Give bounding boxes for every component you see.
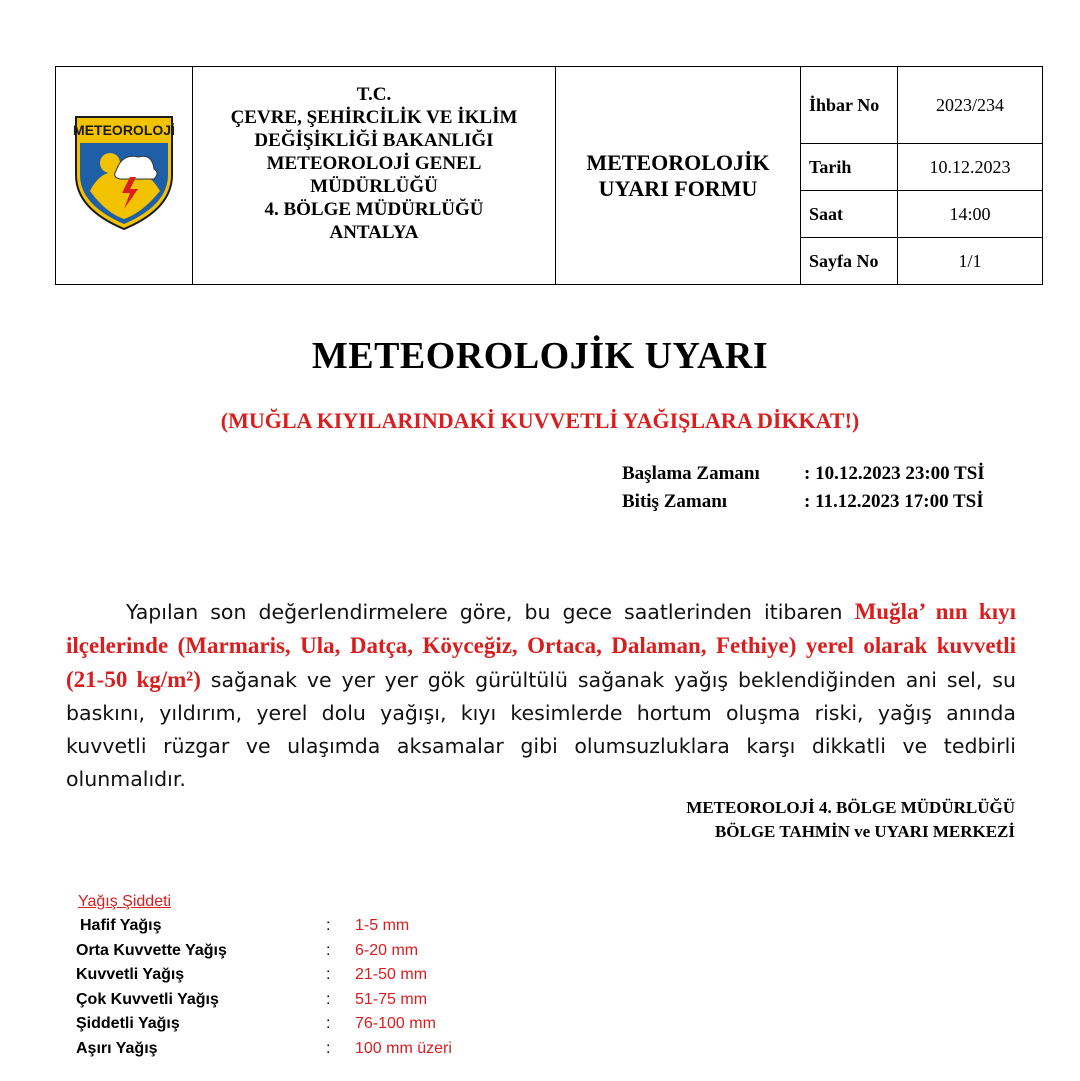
scale-value: 6-20 mm (355, 941, 419, 959)
field-value-saat: 14:00 (898, 191, 1043, 238)
scale-row (76, 1012, 452, 1037)
scale-name: Orta Kuvvette Yağış (76, 941, 227, 959)
scale-value: 21-50 mm (355, 966, 428, 984)
scale-row (76, 1037, 452, 1062)
scale-value: 1-5 mm (355, 917, 410, 935)
scale-name: Aşırı Yağış (76, 1039, 158, 1057)
signature-block (560, 796, 1015, 844)
scale-colon: : (326, 966, 331, 984)
scale-row (76, 988, 452, 1013)
header-table (55, 66, 1043, 285)
scale-row (76, 963, 452, 988)
precipitation-scale (76, 890, 452, 1061)
scale-colon: : (326, 917, 331, 935)
page-title: METEOROLOJİK UYARI (311, 335, 769, 377)
org-line: METEOROLOJİ GENEL (266, 153, 482, 174)
scale-row (76, 914, 452, 939)
warning-subtitle: (MUĞLA KIYILARINDAKİ KUVVETLİ YAĞIŞLARA DİKKAT!) (220, 408, 860, 433)
end-time-value: : 11.12.2023 17:00 TSİ (804, 491, 984, 512)
scale-value: 51-75 mm (355, 990, 428, 1008)
field-label-ihbar-no: İhbar No (801, 67, 898, 144)
form-title-line: METEOROLOJİK (586, 149, 770, 175)
form-title (556, 67, 801, 285)
org-line: ÇEVRE, ŞEHİRCİLİK VE İKLİM (230, 107, 518, 128)
field-value-ihbar-no: 2023/234 (898, 67, 1043, 144)
org-line: ANTALYA (329, 222, 419, 243)
field-label-sayfa-no: Sayfa No (801, 238, 898, 285)
body-rest: sağanak ve yer yer gök gürültülü sağanak yağış beklendiğinden ani sel, su baskını, yıldırım, yerel dolu yağışı, kıyı kesimlerde hortum oluşma riski, yağış anında kuvvetli rüzgar ve ulaşımda aksamalar gibi olumsuzluklara karşı dikkatli ve tedbirli olunmalıdır. (66, 667, 1016, 791)
field-value-tarih: 10.12.2023 (898, 144, 1043, 191)
scale-row (76, 939, 452, 964)
signature-line: METEOROLOJİ 4. BÖLGE MÜDÜRLÜĞÜ (686, 798, 1015, 817)
start-time-row (622, 460, 985, 488)
scale-colon: : (326, 1039, 331, 1057)
signature-line: BÖLGE TAHMİN ve UYARI MERKEZİ (714, 822, 1015, 841)
scale-colon: : (326, 941, 331, 959)
logo-cell (56, 67, 193, 285)
scale-title: Yağış Şiddeti (78, 893, 172, 910)
scale-value: 100 mm üzeri (355, 1039, 452, 1057)
scale-name: Çok Kuvvetli Yağış (76, 990, 219, 1008)
time-block (622, 460, 985, 516)
scale-colon: : (326, 1015, 331, 1033)
form-title-line: UYARI FORMU (598, 175, 758, 201)
scale-name: Hafif Yağış (80, 917, 162, 935)
org-line: 4. BÖLGE MÜDÜRLÜĞÜ (264, 199, 484, 220)
scale-name: Şiddetli Yağış (76, 1015, 180, 1033)
scale-value: 76-100 mm (355, 1015, 436, 1033)
start-time-label: Başlama Zamanı (622, 463, 760, 484)
scale-colon: : (326, 990, 331, 1008)
end-time-row (622, 488, 985, 516)
body-intro: Yapılan son değerlendirmelere göre, bu gece saatlerinden itibaren (126, 599, 855, 624)
organization-block (193, 67, 556, 285)
org-line: MÜDÜRLÜĞÜ (310, 176, 438, 197)
field-value-sayfa-no: 1/1 (898, 238, 1043, 285)
start-time-value: : 10.12.2023 23:00 TSİ (804, 463, 985, 484)
meteoroloji-logo-icon (72, 113, 176, 233)
field-label-saat: Saat (801, 191, 898, 238)
scale-name: Kuvvetli Yağış (76, 966, 185, 984)
field-label-tarih: Tarih (801, 144, 898, 191)
warning-body (66, 595, 1016, 796)
body-highlight: Muğla’ nın kıyı ilçelerinde (Marmaris, Ula, Datça, Köyceğiz, Ortaca, Dalaman, Fethiye) yerel olarak kuvvetli (21-50 kg/m²) (66, 598, 1016, 692)
org-line: T.C. (356, 84, 392, 105)
end-time-label: Bitiş Zamanı (622, 491, 728, 512)
org-line: DEĞİŞİKLİĞİ BAKANLIĞI (254, 130, 494, 151)
logo-text: METEOROLOJİ (73, 122, 175, 138)
